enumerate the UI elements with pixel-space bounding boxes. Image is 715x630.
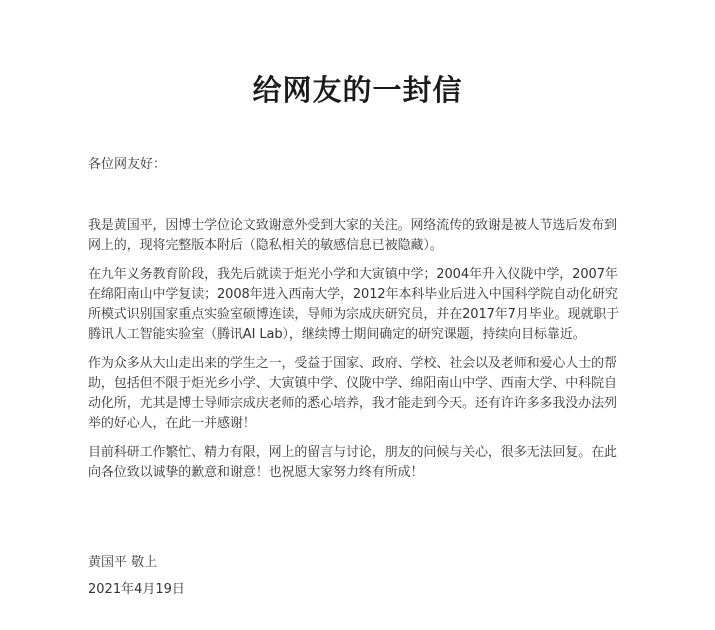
paragraph-4 xyxy=(88,443,648,483)
letter-greeting: 各位网友好： xyxy=(88,157,167,172)
paragraph-line: 所模式识别国家重点实验室硕博连读，导师为宗成庆研究员，并在2017年7月毕业。现就职于 xyxy=(88,307,620,322)
paragraph-line: 目前科研工作繁忙、精力有限，网上的留言与讨论，朋友的问候与关心，很多无法回复。在此 xyxy=(88,445,617,460)
paragraph-line: 动化所，尤其是博士导师宗成庆老师的悉心培养，我才能走到今天。还有许许多多我没办法列 xyxy=(88,396,617,411)
paragraph-2 xyxy=(88,265,648,345)
paragraph-line: 作为众多从大山走出来的学生之一，受益于国家、政府、学校、社会以及老师和爱心人士的帮 xyxy=(88,356,617,371)
paragraph-line: 向各位致以诚挚的歉意和谢意！也祝愿大家努力终有所成！ xyxy=(88,465,424,480)
paragraph-3 xyxy=(88,354,648,434)
paragraph-line: 网上的，现将完整版本附后（隐私相关的敏感信息已被隐藏）。 xyxy=(88,238,443,253)
paragraph-line: 在九年义务教育阶段，我先后就读于炬光小学和大寅镇中学；2004年升入仪陇中学，2007年 xyxy=(88,267,618,282)
letter-signature: 黄国平 敬上 xyxy=(88,555,158,570)
paragraph-line: 举的好心人，在此一并感谢！ xyxy=(88,416,256,431)
paragraph-1 xyxy=(88,216,648,256)
paragraph-line: 在绵阳南山中学复读；2008年进入西南大学，2012年本科毕业后进入中国科学院自动化研究 xyxy=(88,287,618,302)
letter-title: 给网友的一封信 xyxy=(252,73,463,107)
paragraph-line: 腾讯人工智能实验室（腾讯AI Lab），继续博士期间确定的研究课题，持续向目标靠近。 xyxy=(88,327,586,342)
letter-body xyxy=(88,216,648,492)
paragraph-line: 我是黄国平，因博士学位论文致谢意外受到大家的关注。网络流传的致谢是被人节选后发布到 xyxy=(88,218,617,233)
letter-date: 2021年4月19日 xyxy=(88,582,185,597)
paragraph-line: 助，包括但不限于炬光乡小学、大寅镇中学、仪陇中学、绵阳南山中学、西南大学、中科院自 xyxy=(88,376,617,391)
